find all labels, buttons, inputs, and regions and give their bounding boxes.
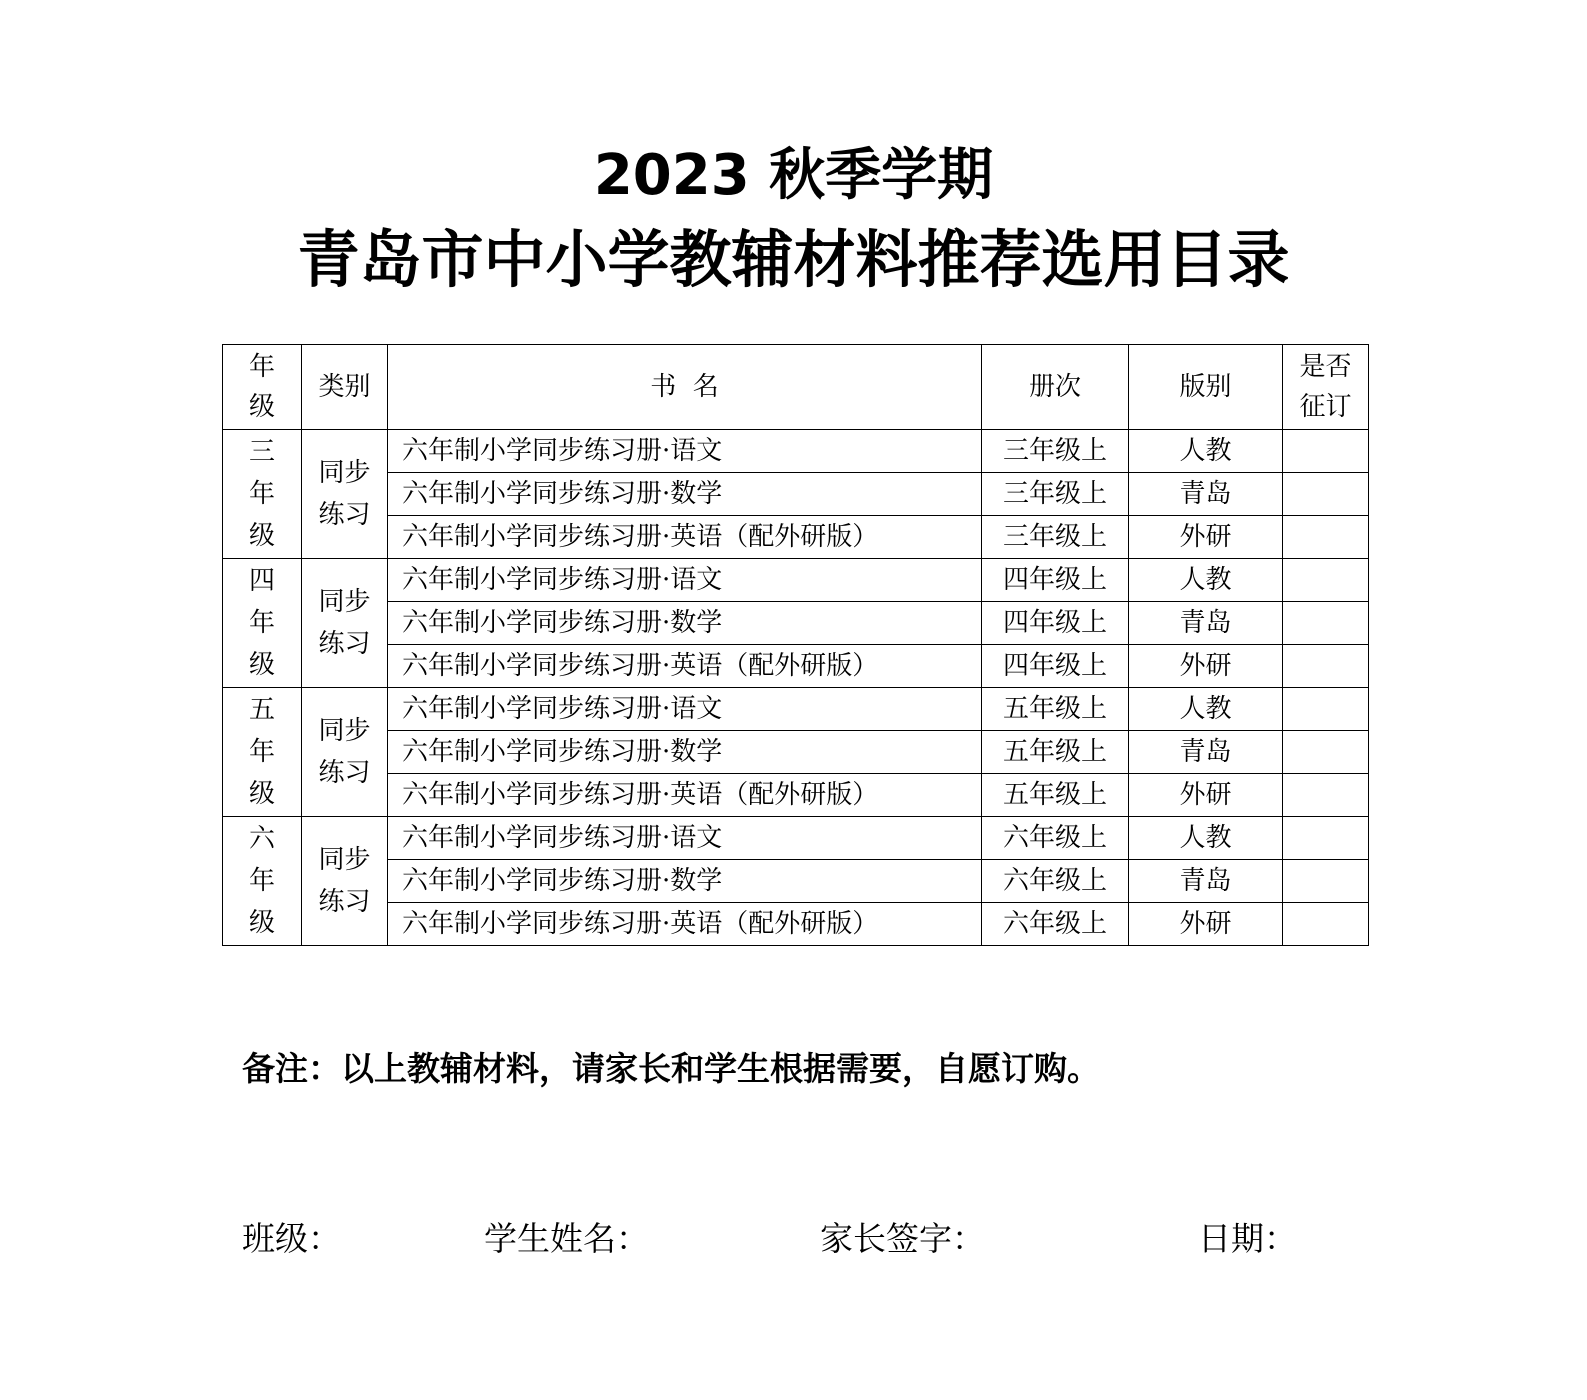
book-name-cell: 六年制小学同步练习册·数学 <box>388 731 982 774</box>
order-checkbox-cell[interactable] <box>1283 860 1369 903</box>
header-volume: 册次 <box>982 345 1129 430</box>
volume-cell: 三年级上 <box>982 430 1129 473</box>
volume-cell: 六年级上 <box>982 903 1129 946</box>
table-header-row <box>223 345 1369 430</box>
grade-cell <box>223 817 302 946</box>
table-row <box>223 516 1369 559</box>
volume-cell: 四年级上 <box>982 645 1129 688</box>
table-row <box>223 473 1369 516</box>
category-cell <box>302 817 388 946</box>
table-row <box>223 645 1369 688</box>
volume-cell: 五年级上 <box>982 774 1129 817</box>
grade-cell <box>223 688 302 817</box>
table-row <box>223 774 1369 817</box>
student-name-field-label: 学生姓名： <box>484 1219 649 1258</box>
category-line: 同步 <box>318 845 371 875</box>
grade-cell <box>223 430 302 559</box>
volume-cell: 五年级上 <box>982 688 1129 731</box>
textbook-catalog-table <box>222 344 1369 946</box>
date-field-label: 日期： <box>1198 1219 1297 1258</box>
edition-cell: 青岛 <box>1129 473 1283 516</box>
class-field-label: 班级： <box>242 1219 341 1258</box>
grade-char: 五 <box>248 695 275 725</box>
volume-cell: 四年级上 <box>982 602 1129 645</box>
header-grade-char: 级 <box>248 392 275 422</box>
order-checkbox-cell[interactable] <box>1283 774 1369 817</box>
category-cell <box>302 559 388 688</box>
header-grade-char: 年 <box>248 352 275 382</box>
order-checkbox-cell[interactable] <box>1283 688 1369 731</box>
edition-cell: 人教 <box>1129 430 1283 473</box>
table-row <box>223 731 1369 774</box>
order-checkbox-cell[interactable] <box>1283 516 1369 559</box>
book-name-cell: 六年制小学同步练习册·语文 <box>388 817 982 860</box>
book-name-cell: 六年制小学同步练习册·英语（配外研版） <box>388 645 982 688</box>
header-order <box>1283 345 1369 430</box>
category-line: 练习 <box>318 758 371 788</box>
order-checkbox-cell[interactable] <box>1283 731 1369 774</box>
category-line: 练习 <box>318 629 371 659</box>
category-line: 同步 <box>318 587 371 617</box>
category-line: 练习 <box>318 887 371 917</box>
edition-cell: 人教 <box>1129 688 1283 731</box>
table-row <box>223 903 1369 946</box>
book-name-cell: 六年制小学同步练习册·英语（配外研版） <box>388 903 982 946</box>
grade-cell <box>223 559 302 688</box>
grade-char: 四 <box>248 566 275 596</box>
book-name-cell: 六年制小学同步练习册·数学 <box>388 602 982 645</box>
category-cell <box>302 688 388 817</box>
header-order-line: 是否 <box>1299 352 1352 382</box>
order-checkbox-cell[interactable] <box>1283 903 1369 946</box>
document-title-line1: 2023 秋季学期 <box>593 143 994 208</box>
category-line: 同步 <box>318 458 371 488</box>
book-name-cell: 六年制小学同步练习册·数学 <box>388 860 982 903</box>
edition-cell: 外研 <box>1129 903 1283 946</box>
order-checkbox-cell[interactable] <box>1283 559 1369 602</box>
table-row <box>223 430 1369 473</box>
header-edition: 版别 <box>1129 345 1283 430</box>
header-book-name-text: 书 名 <box>650 372 719 402</box>
book-name-cell: 六年制小学同步练习册·语文 <box>388 688 982 731</box>
table-row <box>223 559 1369 602</box>
grade-char: 年 <box>248 737 275 767</box>
category-cell <box>302 430 388 559</box>
volume-cell: 三年级上 <box>982 516 1129 559</box>
order-checkbox-cell[interactable] <box>1283 602 1369 645</box>
order-checkbox-cell[interactable] <box>1283 473 1369 516</box>
book-name-cell: 六年制小学同步练习册·英语（配外研版） <box>388 516 982 559</box>
grade-char: 年 <box>248 479 275 509</box>
edition-cell: 青岛 <box>1129 731 1283 774</box>
category-line: 练习 <box>318 500 371 530</box>
table-row <box>223 688 1369 731</box>
header-order-line: 征订 <box>1299 392 1352 422</box>
grade-char: 级 <box>248 908 275 938</box>
table-row <box>223 860 1369 903</box>
table-header <box>223 345 1369 430</box>
header-grade <box>223 345 302 430</box>
grade-char: 级 <box>248 521 275 551</box>
table-row <box>223 602 1369 645</box>
grade-char: 三 <box>248 437 275 467</box>
table-row <box>223 817 1369 860</box>
volume-cell: 四年级上 <box>982 559 1129 602</box>
parent-signature-field-label: 家长签字： <box>820 1219 985 1258</box>
book-name-cell: 六年制小学同步练习册·数学 <box>388 473 982 516</box>
grade-char: 年 <box>248 608 275 638</box>
grade-char: 年 <box>248 866 275 896</box>
edition-cell: 青岛 <box>1129 602 1283 645</box>
volume-cell: 三年级上 <box>982 473 1129 516</box>
edition-cell: 人教 <box>1129 817 1283 860</box>
book-name-cell: 六年制小学同步练习册·语文 <box>388 430 982 473</box>
edition-cell: 外研 <box>1129 516 1283 559</box>
remark-note: 备注：以上教辅材料，请家长和学生根据需要，自愿订购。 <box>242 1049 1100 1088</box>
grade-char: 六 <box>248 824 275 854</box>
edition-cell: 人教 <box>1129 559 1283 602</box>
order-checkbox-cell[interactable] <box>1283 817 1369 860</box>
edition-cell: 青岛 <box>1129 860 1283 903</box>
edition-cell: 外研 <box>1129 645 1283 688</box>
volume-cell: 六年级上 <box>982 860 1129 903</box>
category-line: 同步 <box>318 716 371 746</box>
volume-cell: 五年级上 <box>982 731 1129 774</box>
grade-char: 级 <box>248 650 275 680</box>
document-title-line2: 青岛市中小学教辅材料推荐选用目录 <box>297 223 1290 296</box>
book-name-cell: 六年制小学同步练习册·语文 <box>388 559 982 602</box>
book-name-cell: 六年制小学同步练习册·英语（配外研版） <box>388 774 982 817</box>
volume-cell: 六年级上 <box>982 817 1129 860</box>
table-body <box>223 430 1369 946</box>
edition-cell: 外研 <box>1129 774 1283 817</box>
order-checkbox-cell[interactable] <box>1283 430 1369 473</box>
header-category: 类别 <box>302 345 388 430</box>
header-book-name <box>388 345 982 430</box>
order-checkbox-cell[interactable] <box>1283 645 1369 688</box>
grade-char: 级 <box>248 779 275 809</box>
